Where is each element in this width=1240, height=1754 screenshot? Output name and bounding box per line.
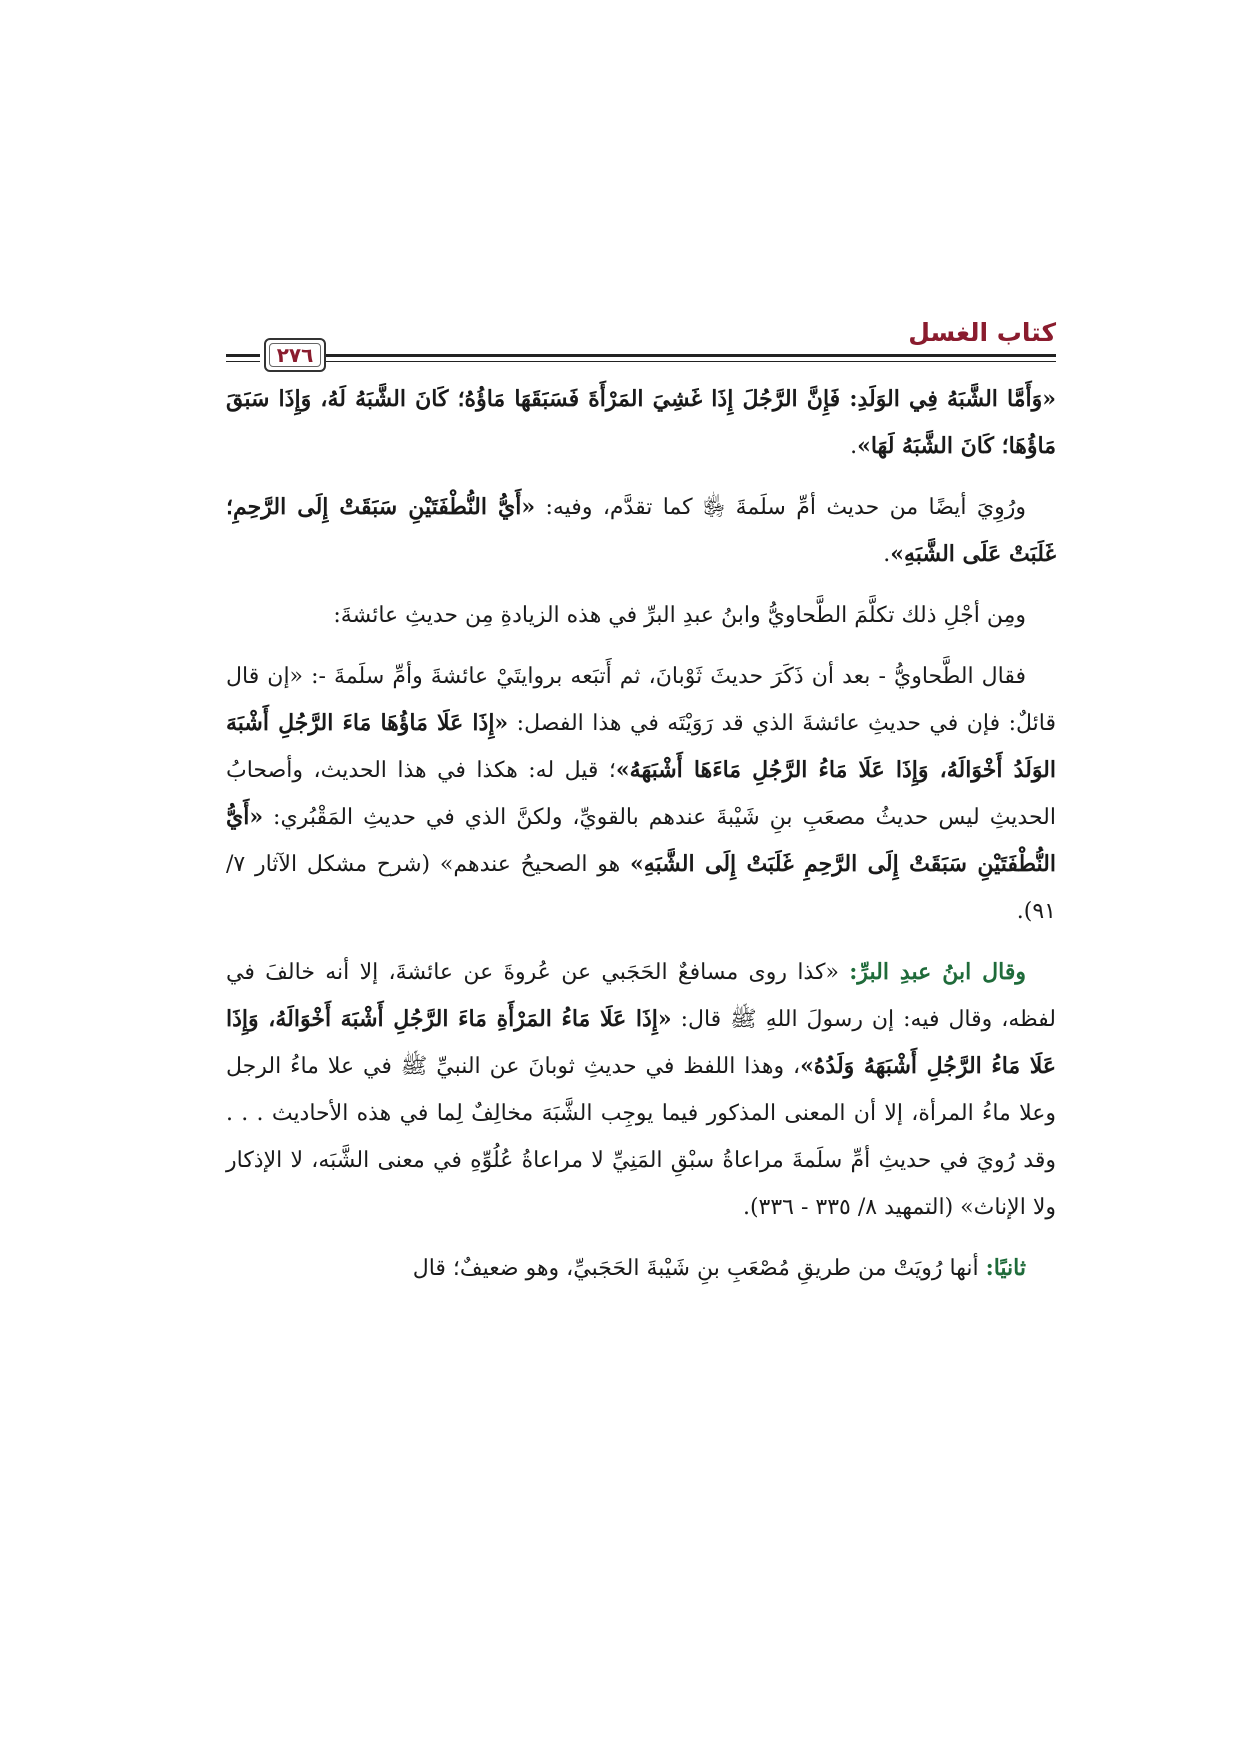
paragraph-6 (226, 1245, 1056, 1292)
text-span: «كذا روى مسافعٌ الحَجَبي عن عُروةَ عن عائشةَ، إلا أنه خالفَ في لفظه، وقال فيه: إن رسولَ اللهِ ﷺ قال: (226, 960, 1057, 1032)
paragraph-5 (226, 949, 1056, 1231)
text-span: . (883, 542, 891, 567)
text-span: ؛ قيل له: هكذا في هذا الحديث، وأصحابُ الحديثِ ليس حديثُ مصعَبِ بنِ شَيْبةَ عندهم بالقويِّ، ولكنَّ الذي في حديثِ المَقْبُري: (226, 758, 1056, 830)
hadith-quote: «إِذَا عَلَا مَاءُ المَرْأَةِ مَاءَ الرَّجُلِ أَشْبَهَ أَخْوَالَهُ، وَإِذَا عَلَا مَاءُ الرَّجُلِ أَشْبَهَهُ وَلَدُهُ» (226, 1006, 1056, 1079)
lead-phrase: ثانيًا: (985, 1255, 1026, 1281)
text-span: ومِن أجْلِ ذلك تكلَّمَ الطَّحاويُّ وابنُ عبدِ البرِّ في هذه الزيادةِ مِن حديثِ عائشةَ: (333, 603, 1026, 628)
lead-phrase: وقال ابنُ عبدِ البرِّ: (849, 959, 1026, 985)
header-rule-thin (326, 361, 1056, 362)
page-header (226, 318, 1056, 367)
page (226, 0, 1056, 1754)
page-body (226, 376, 1056, 1306)
hadith-quote: «وَأَمَّا الشَّبَهُ فِي الوَلَدِ: فَإِنَّ الرَّجُلَ إِذَا غَشِيَ المَرْأَةَ فَسَبَقَهَا مَاؤُهُ؛ كَانَ الشَّبَهُ لَهُ، وَإِذَا سَبَقَ مَاؤُهَا؛ كَانَ الشَّبَهُ لَهَا» (226, 386, 1056, 459)
text-span: أنها رُويَتْ من طريقِ مُصْعَبِ بنِ شَيْبةَ الحَجَبيِّ، وهو ضعيفٌ؛ قال (412, 1256, 986, 1281)
header-rule-left-thin (226, 361, 260, 362)
header-rule-left-thick (226, 354, 260, 357)
paragraph-1 (226, 376, 1056, 470)
hadith-quote: «أَيُّ النُّطْفَتَيْنِ سَبَقَتْ إِلَى الرَّحِمِ؛ غَلَبَتْ عَلَى الشَّبَهِ» (226, 494, 1056, 567)
hadith-quote: «إِذَا عَلَا مَاؤُهَا مَاءَ الرَّجُلِ أَشْبَهَ الوَلَدُ أَخْوَالَهُ، وَإِذَا عَلَا مَاءُ الرَّجُلِ مَاءَهَا أَشْبَهَهُ» (226, 710, 1056, 783)
paragraph-2 (226, 484, 1056, 578)
hadith-quote: «أَيُّ النُّطْفَتَيْنِ سَبَقَتْ إِلَى الرَّحِمِ غَلَبَتْ إِلَى الشَّبَهِ» (226, 804, 1056, 877)
page-number: ٢٧٦ (276, 343, 314, 367)
text-span: ورُوِيَ أيضًا من حديث أمِّ سلَمةَ ﵂ كما تقدَّم، وفيه: (535, 495, 1026, 520)
paragraph-4 (226, 653, 1056, 935)
header-rule-thick (326, 354, 1056, 357)
page-number-badge (264, 338, 326, 372)
text-span: . (850, 434, 858, 459)
text-span: فقال الطَّحاويُّ - بعد أن ذَكَرَ حديثَ ثَوْبانَ، ثم أَتبَعه بروايتَيْ عائشةَ وأمِّ سلَمةَ -: «إن قال قائلٌ: فإن في حديثِ عائشةَ الذي قد رَوَيْتَه في هذا الفصل: (226, 664, 1056, 736)
running-title: كتاب الغسل (908, 318, 1056, 347)
paragraph-3 (226, 592, 1056, 639)
text-span: هو الصحيحُ عندهم» (شرح مشكل الآثار ٧/ ٩١). (226, 852, 1056, 924)
text-span: ، وهذا اللفظ في حديثِ ثوبانَ عن النبيِّ ﷺ في علا ماءُ الرجل وعلا ماءُ المرأة، إلا أن المعنى المذكور فيما يوجِب الشَّبَهَ مخالِفٌ لِما في هذه الأحاديث . . . وقد رُويَ في حديثِ أمِّ سلَمةَ مراعاةُ سبْقِ المَنِيِّ لا مراعاةُ عُلُوِّهِ في معنى الشَّبَه، لا الإذكار ولا الإناث» (التمهيد ٨/ ٣٣٥ - ٣٣٦). (226, 1054, 1056, 1220)
